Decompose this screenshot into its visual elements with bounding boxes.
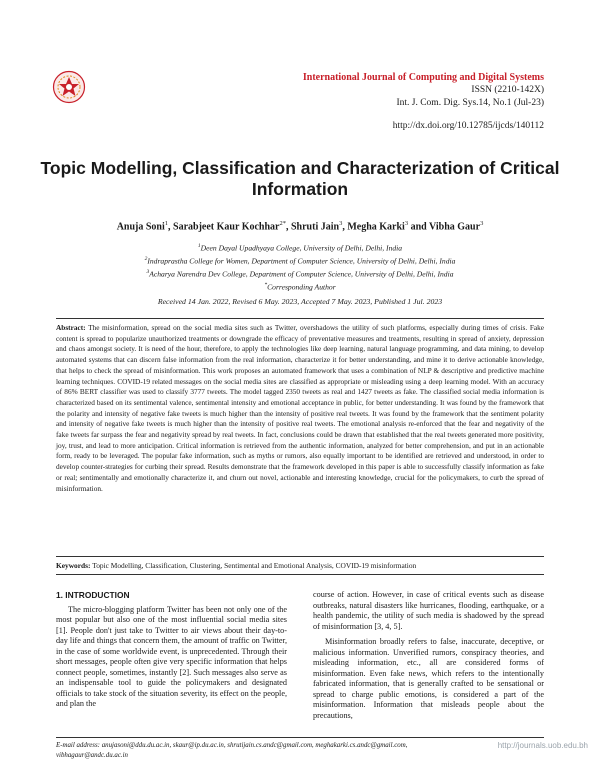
journal-name: International Journal of Computing and Digital Systems: [302, 72, 544, 83]
citation: Int. J. Com. Dig. Sys.14, No.1 (Jul-23): [396, 98, 544, 108]
body-paragraph: Misinformation broadly refers to false, inaccurate, deceptive, or malicious information. Unverified rumors, conspiracy theories, and misleading information, etc., all are considered forms of misinformation. Even fake news, which refers to the intentionally fabricated information, that is generally crafted to be sensational or spread to charge public emotions, is considered a part of the misinformation. Information that misleads people about the precautions,: [313, 637, 544, 721]
university-seal-icon: [52, 70, 86, 104]
abstract-text: The misinformation, spread on the social media sites such as Twitter, overshadows the utility of such platforms, especially during times of crisis. Fake content is spread to popularize unauthorized treatments or downgrade the efficacy of preventative measures and treatments, resulting in spread of anxiety, depression and chaos amongst society. It is need of the hour, therefore, to apply the technologies like deep learning, natural language programming, and data mining, to develop automated systems that can discern false information from the real information, characterize it for better understanding, and mine it to derive actionable knowledge, that helps to check the spread of misinformation. This work proposes an automated framework that uses a combination of NLP & descriptive and predictive machine learning techniques. COVID-19 related messages on the social media sites are classified as appropriate or misleading using a deep learning model. With an accuracy of 86% BERT classifier was used to classify 3777 tweets. The model tagged 2350 tweets as real and 1427 tweets as fake. The classified social media information is characterized based on its sentimental valence, sentimental intensity and emotional acceptance in public, for better understanding. It was found by the framework that the polarity and intensity of negative fake tweets is much higher than the intensity of positive real tweets. It was found by the framework that the sentiment polarity and intensity of negative fake tweets is much higher than the intensity of positive real tweets. The emotional analysis re-enforced that the fear and negativity of the fake tweets far surpass the fear and negativity spread by real tweets. In fact, conclusions could be drawn that established that the real tweets generated more positivity, joy, trust, and lead to more anticipation. Critical information is retrieved from the authentic information, analyzed for better comprehension, and put in an actionable form, ready to be leveraged. The popular fake information, such as myths or rumors, also equally important to be identified are retrieved and understood, in order to develop counter-strategies for curbing their spread. Results demonstrate that the framework developed in this paper is able to successfully classify information as fake or real; sentimentally and emotionally characterize it, and churn out novel, actionable and interesting knowledge, crucial for the policymakers, to curb the spread of misinformation.: [56, 323, 544, 493]
journal-header: [303, 71, 544, 110]
author-sup: 3: [339, 220, 343, 227]
author-name: Vibha Gaur: [429, 221, 481, 233]
affiliation-item: *Corresponding Author: [264, 282, 336, 292]
email-list[interactable]: anujasoni@ddu.du.ac.in, skaur@ip.du.ac.in, shrutijain.cs.andc@gmail.com, meghakarki.cs.andc@gmail.com,: [101, 742, 408, 749]
body-column-right: [313, 590, 544, 727]
author-name: Megha Karki: [347, 221, 405, 233]
keywords: [56, 561, 544, 570]
author-name: Shruti Jain: [291, 221, 340, 233]
email-label: E-mail address:: [56, 742, 100, 749]
journal-watermark: http://journals.uob.edu.bh: [497, 741, 588, 750]
affiliations: [40, 241, 560, 294]
affiliation-item: $^2$Indraprastha College for Women, Department of Computer Science, University of Delhi, Delhi, India: [144, 256, 456, 266]
affiliation-item: $^1$Deen Dayal Upadhyaya College, University of Delhi, Delhi, India: [197, 243, 403, 253]
author-name: Sarabjeet Kaur Kochhar: [173, 221, 280, 233]
paper-title: Topic Modelling, Classification and Characterization of Critical Information: [40, 158, 560, 199]
abstract-label: Abstract:: [56, 323, 86, 332]
doi-link[interactable]: http://dx.doi.org/10.12785/ijcds/140112: [392, 121, 544, 131]
divider: [56, 318, 544, 319]
author-name: Anuja Soni: [116, 221, 165, 233]
body-paragraph: The micro-blogging platform Twitter has been not only one of the most popular but also one of the most influential social media sites [1]. People don't just take to Twitter to air views about their day-to-day life and things that concern them, the amount of traffic on Twitter, in the case of some worldwide event, is unprecedented. Through their short messages, people often give very specific information that helps connect people, sometimes, instantly [2]. Such messages also serve as an indispensable tool to guide the policymakers and designated officials to take stock of the situation severity, its effect on the people, and plan the: [56, 604, 287, 709]
body-column-left: [56, 590, 287, 715]
author-list: Anuja Soni$^1$, Sarabjeet Kaur Kochhar$^{2*}$, Shruti Jain$^3$, Megha Karki$^3$ and Vibha Gaur$^3$: [116, 220, 484, 233]
publication-dates: Received 14 Jan. 2022, Revised 6 May. 2023, Accepted 7 May. 2023, Published 1 Jul. 2023: [157, 297, 443, 306]
author-sup: 3: [480, 220, 484, 227]
keywords-text: Topic Modelling, Classification, Clustering, Sentimental and Emotional Analysis, COVID-19 misinformation: [92, 561, 417, 570]
email-footer: [56, 741, 544, 761]
journal-logo: [52, 70, 86, 104]
author-sup: 2*: [279, 220, 286, 227]
author-sup: 1: [164, 220, 169, 227]
author-sup: 3: [404, 220, 409, 227]
section-heading: 1. INTRODUCTION: [56, 590, 130, 600]
footer-divider: [56, 737, 544, 738]
email-list[interactable]: vibhagaur@andc.du.ac.in: [56, 752, 128, 759]
affiliation-item: $^3$Acharya Narendra Dev College, Department of Computer Science, University of Delhi, Delhi, India: [146, 269, 454, 279]
abstract: [56, 323, 544, 494]
divider: [56, 556, 544, 557]
body-paragraph: course of action. However, in case of critical events such as disease outbreaks, natural disasters like hurricanes, flooding, earthquake, or a health pandemic, the utility of such media is shadowed by the spread of misinformation [3, 4, 5].: [313, 590, 544, 631]
divider: [56, 574, 544, 575]
issn: ISSN (2210-142X): [471, 85, 544, 95]
keywords-label: Keywords:: [56, 561, 91, 570]
